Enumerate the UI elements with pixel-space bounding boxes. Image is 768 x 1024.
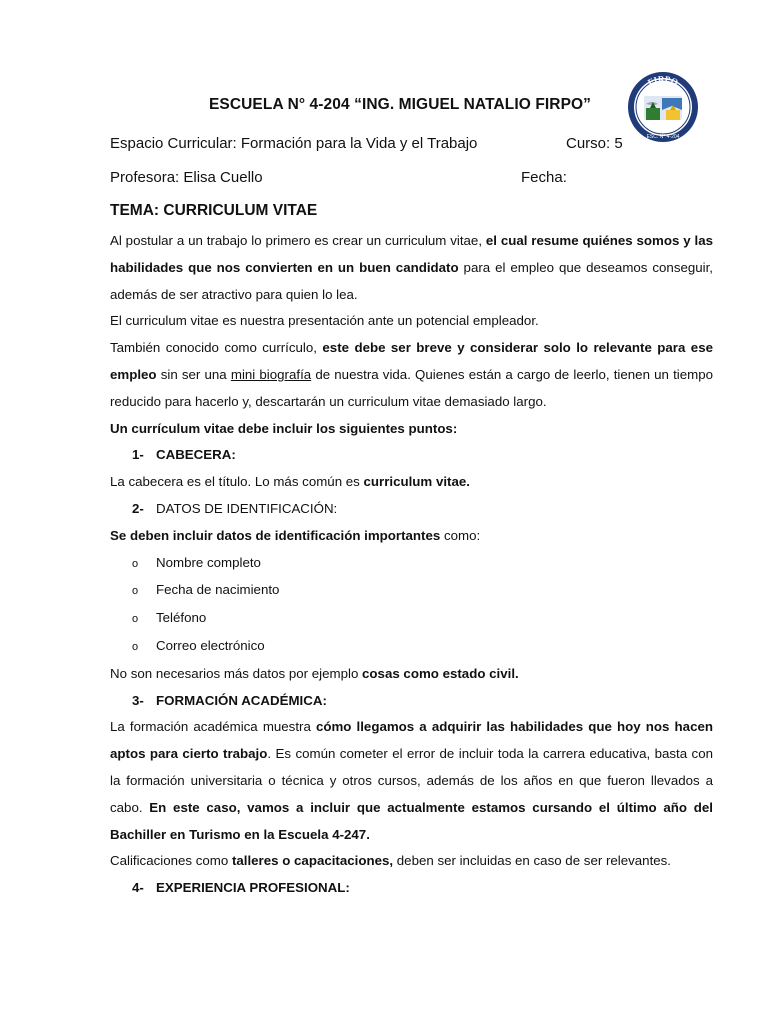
school-logo — [626, 70, 700, 144]
profesora: Profesora: Elisa Cuello — [110, 169, 263, 186]
list-item: o Nombre completo — [110, 550, 713, 578]
school-title: ESCUELA N° 4-204 “ING. MIGUEL NATALIO FIRPO” — [208, 96, 592, 113]
bullet-circle-icon: o — [132, 640, 139, 653]
bullet-circle-icon: o — [132, 585, 139, 598]
espacio-curricular: Espacio Curricular: Formación para la Vida y el Trabajo — [110, 135, 478, 152]
list-item: o Correo electrónico — [110, 633, 713, 661]
section-3-calificaciones: Calificaciones como talleres o capacitaciones, deben ser incluidas en caso de ser relevantes. — [110, 853, 672, 869]
bullet-circle-icon: o — [132, 613, 139, 626]
intro-paragraph-2: El curriculum vitae es nuestra presentación ante un potencial empleador. — [110, 313, 539, 329]
section-4-heading: 4- EXPERIENCIA PROFESIONAL: — [132, 880, 350, 896]
logo-text-bottom: ESC. N° 4-204 — [646, 134, 680, 140]
mini-biografia-link-text: mini biografía — [230, 366, 312, 382]
tema-heading: TEMA: CURRICULUM VITAE — [110, 202, 318, 219]
section-2-text: Se deben incluir datos de identificación importantes como: — [110, 527, 481, 543]
logo-text-top: FIRPO — [646, 73, 680, 88]
intro-paragraph-1: Al postular a un trabajo lo primero es crear un curriculum vitae, el cual resume quiénes somos y las habilidades que nos convierten en un buen candidato para el empleo que deseamos conseguir, además de ser atractivo para quien lo lea. — [110, 233, 713, 302]
section-1-heading: 1- CABECERA: — [132, 447, 236, 463]
section-2-heading: 2- DATOS DE IDENTIFICACIÓN: — [132, 500, 338, 516]
bullet-circle-icon: o — [132, 557, 139, 570]
list-item: o Teléfono — [110, 605, 713, 633]
fecha: Fecha: — [521, 169, 567, 186]
meta-row-profesora — [110, 169, 670, 186]
curso: Curso: 5 — [566, 135, 623, 152]
section-2-after: No son necesarios más datos por ejemplo cosas como estado civil. — [110, 665, 519, 681]
school-seal-icon — [626, 70, 700, 144]
intro-paragraph-4: Un currículum vitae debe incluir los siguientes puntos: — [110, 420, 458, 436]
section-3-heading: 3- FORMACIÓN ACADÉMICA: — [132, 692, 327, 708]
intro-paragraph-3: También conocido como currículo, este debe ser breve y considerar solo lo relevante para ese empleo sin ser una mini biografía de nuestra vida. Quienes están a cargo de leerlo, tienen un tiempo reducido para hacerlo y, descartarán un curriculum vitae demasiado largo. — [110, 340, 713, 409]
section-1-text: La cabecera es el título. Lo más común es curriculum vitae. — [110, 474, 470, 490]
meta-row-espacio — [110, 135, 670, 152]
document-body — [110, 228, 713, 902]
list-item: o Fecha de nacimiento — [110, 577, 713, 605]
section-3-text: La formación académica muestra cómo llegamos a adquirir las habilidades que hoy nos hacen aptos para cierto trabajo. Es común cometer el error de incluir toda la carrera educativa, basta con la formación universitaria o técnica y otros cursos, además de los años en que fueron llevados a cabo. En este caso, vamos a incluir que actualmente estamos cursando el último año del Bachiller en Turismo en la Escuela 4-247. — [110, 719, 713, 842]
